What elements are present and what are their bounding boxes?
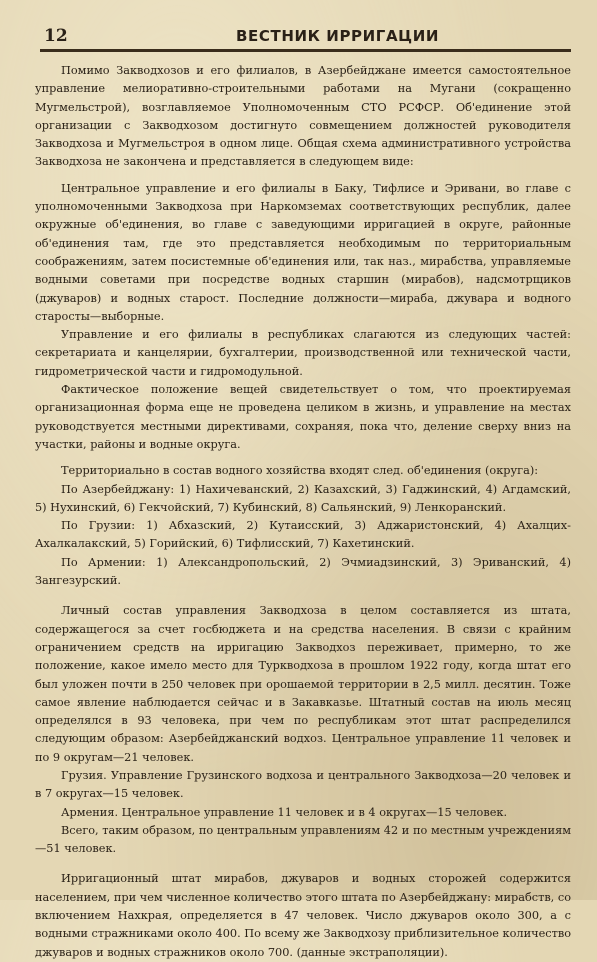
header-divider [40, 49, 571, 52]
paragraph: Грузия. Управление Грузинского водхоза и центрального Закводхоза—20 человек и в 7 округах—15 человек. [35, 768, 571, 801]
paragraph: Фактическое положение вещей свидетельствует о том, что проектируемая организационная форма еще не проведена целиком в жизнь, и управление на местах руководствуется местными директивами, сохраняя, пока что, деление сверху вниз на участки, районы и водные округа. [35, 383, 571, 451]
article-body [35, 62, 571, 962]
paragraph: По Армении: 1) Александропольский, 2) Эчмиадзинский, 3) Эриванский, 4) Зангезурский. [35, 555, 571, 588]
paragraph: Управление и его филиалы в республиках слагаются из следующих частей: секретариата и канцелярии, бухгалтерии, производственной или технической части, гидрометрической части и гидромодульной. [35, 328, 571, 378]
paragraph: Ирригационный штат мирабов, джуваров и водных сторожей содержится населением, при чем численное количество этого штата по Азербейджану: мирабств, со включением Нахкрая, определяется в 47 человек. Число джуваров около 300, а с водными стражниками около 400. По всему же Закводхозу приблизительное количество джуваров и водных стражников около 700. (данные экстраполяции). [35, 872, 571, 959]
paragraph: Всего, таким образом, по центральным управлениям 42 и по местным учреждениям—51 человек. [35, 823, 571, 856]
paragraph: Центральное управление и его филиалы в Баку, Тифлисе и Эривани, во главе с уполномоченными Закводхоза при Наркомземах соответствующих республик, далее окружные об'единения, во главе с заведующими ирригацией в округе, районные об'единения там, где это представляется необходимым по территориальным соображениям, затем посистемные об'единения или, так наз., мирабства, управляемые водными советами при посредстве водных старшин (мирабов), надсмотрщиков (джуваров) и водных старост. Последние должности—мираба, джувара и водного старосты—выборные. [35, 181, 571, 323]
paragraph: По Азербейджану: 1) Нахичеванский, 2) Казахский, 3) Гаджинский, 4) Агдамский, 5) Нухинский, 6) Гекчойский, 7) Кубинский, 8) Сальянский, 9) Ленкоранский. [35, 482, 571, 514]
journal-title: ВЕСТНИК ИРРИГАЦИИ [236, 27, 439, 45]
page-header [40, 24, 567, 48]
paragraph: Территориально в состав водного хозяйства входят след. об'единения (округа): [61, 464, 539, 478]
paragraph: По Грузии: 1) Абхазский, 2) Кутаисский, 3) Аджаристонский, 4) Ахалцих-Ахалкалакский, 5) Горийский, 6) Тифлисский, 7) Кахетинский. [35, 519, 571, 551]
page-number: 12 [44, 26, 68, 46]
paragraph: Помимо Закводхозов и его филиалов, в Азербейджане имеется самостоятельное управление мелиоративно-строительными работами на Мугани (сокращенно Мугмельстрой), возглавляемое Уполномоченным СТО РСФСР. Об'единение этой организации с Закводхозом достигнуто совмещением должностей руководителя Закводхоза и Мугмельстроя в одном лице. Общая схема административного устройства Закводхоза не закончена и представляется в следующем виде: [35, 64, 571, 169]
paragraph: Личный состав управления Закводхоза в целом составляется из штата, содержащегося за счет госбюджета и на средства населения. В связи с крайним ограничением средств на ирригацию Закводхоз переживает, примерно, то же положение, какое имело место для Турквoдхоза в прошлом 1922 году, когда штат его был уложен почти в 250 человек при орошаемой территории в 2,5 милл. десятин. Тоже самое явление наблюдается сейчас и в Закавказье. Штатный состав на июль месяц определялся в 93 человека, при чем по республикам этот штат распределился следующим образом: Азербейджанский водхоз. Центральное управление 11 человек и по 9 округам—21 человек. [35, 604, 571, 764]
paragraph: Армения. Центральное управление 11 человек и в 4 округах—15 человек. [61, 805, 508, 819]
